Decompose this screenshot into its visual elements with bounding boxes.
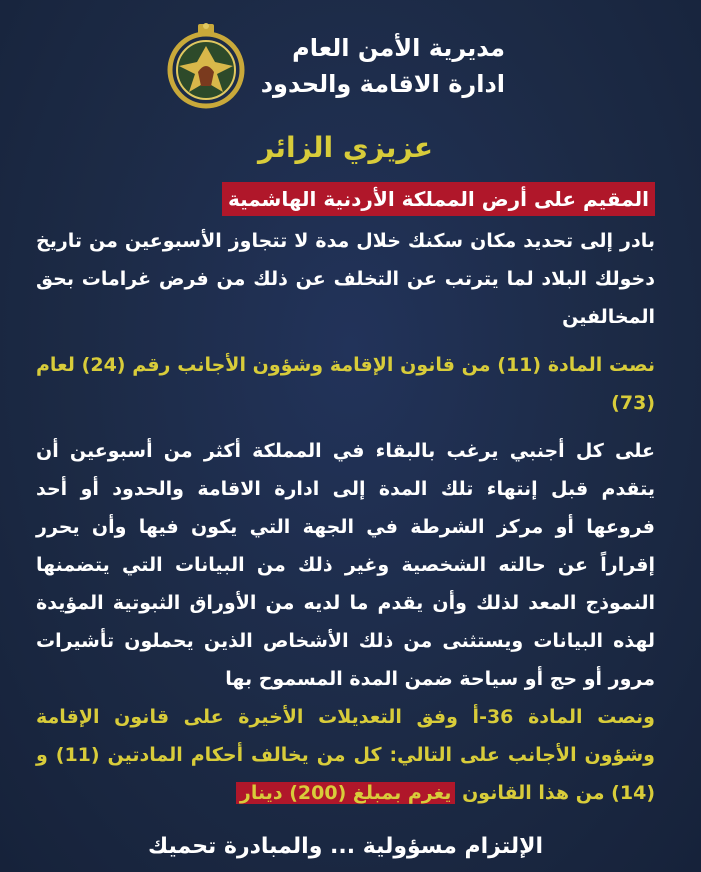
organization-name: مديرية الأمن العام — [292, 34, 505, 62]
article-11-heading: نصت المادة (11) من قانون الإقامة وشؤون الأجانب رقم (24) لعام (73) — [36, 354, 656, 414]
resident-label-wrapper — [36, 182, 655, 222]
closing-slogan: الإلتزام مسؤولية ... والمبادرة تحميك — [147, 834, 544, 859]
greeting-title: عزيزي الزائر — [258, 131, 433, 164]
article-11-body: على كل أجنبي يرغب بالبقاء في المملكة أكثر من أسبوعين أن يتقدم قبل إنتهاء تلك المدة إلى ادارة الاقامة والحدود أو أحد فروعها أو مركز الشرطة في الجهة التي يكون فيها وأن يحرر إقراراً عن حالته الشخصية وغير ذلك من البيانات التي يتضمنها النموذج المعد لذلك وأن يقدم ما لديه من الأوراق الثبوتية المؤيدة لهذه البيانات ويستثنى من ذلك الأشخاص الذين يحملون تأشيرات مرور أو حج أو سياحة ضمن المدة المسموح بها — [36, 440, 655, 690]
department-name: ادارة الاقامة والحدود — [260, 70, 505, 98]
notice-body — [36, 128, 655, 864]
jordan-public-security-emblem-icon — [165, 22, 247, 110]
article-36-paragraph — [36, 698, 655, 812]
resident-label: المقيم على أرض المملكة الأردنية الهاشمية — [222, 182, 655, 216]
intro-paragraph: بادر إلى تحديد مكان سكنك خلال مدة لا تتجاوز الأسبوعين من تاريخ دخولك البلاد لما يترتب عن التخلف عن ذلك من فرض غرامات بحق المخالفين — [36, 230, 655, 328]
article-36-text: ونصت المادة 36-أ وفق التعديلات الأخيرة على قانون الإقامة وشؤون الأجانب على التالي: كل من يخالف أحكام المادتين (11) و (14) من هذا القانون — [36, 706, 655, 804]
fine-highlight: يغرم بمبلغ (200) دينار — [236, 782, 456, 804]
header — [165, 22, 505, 110]
header-titles — [261, 30, 505, 102]
